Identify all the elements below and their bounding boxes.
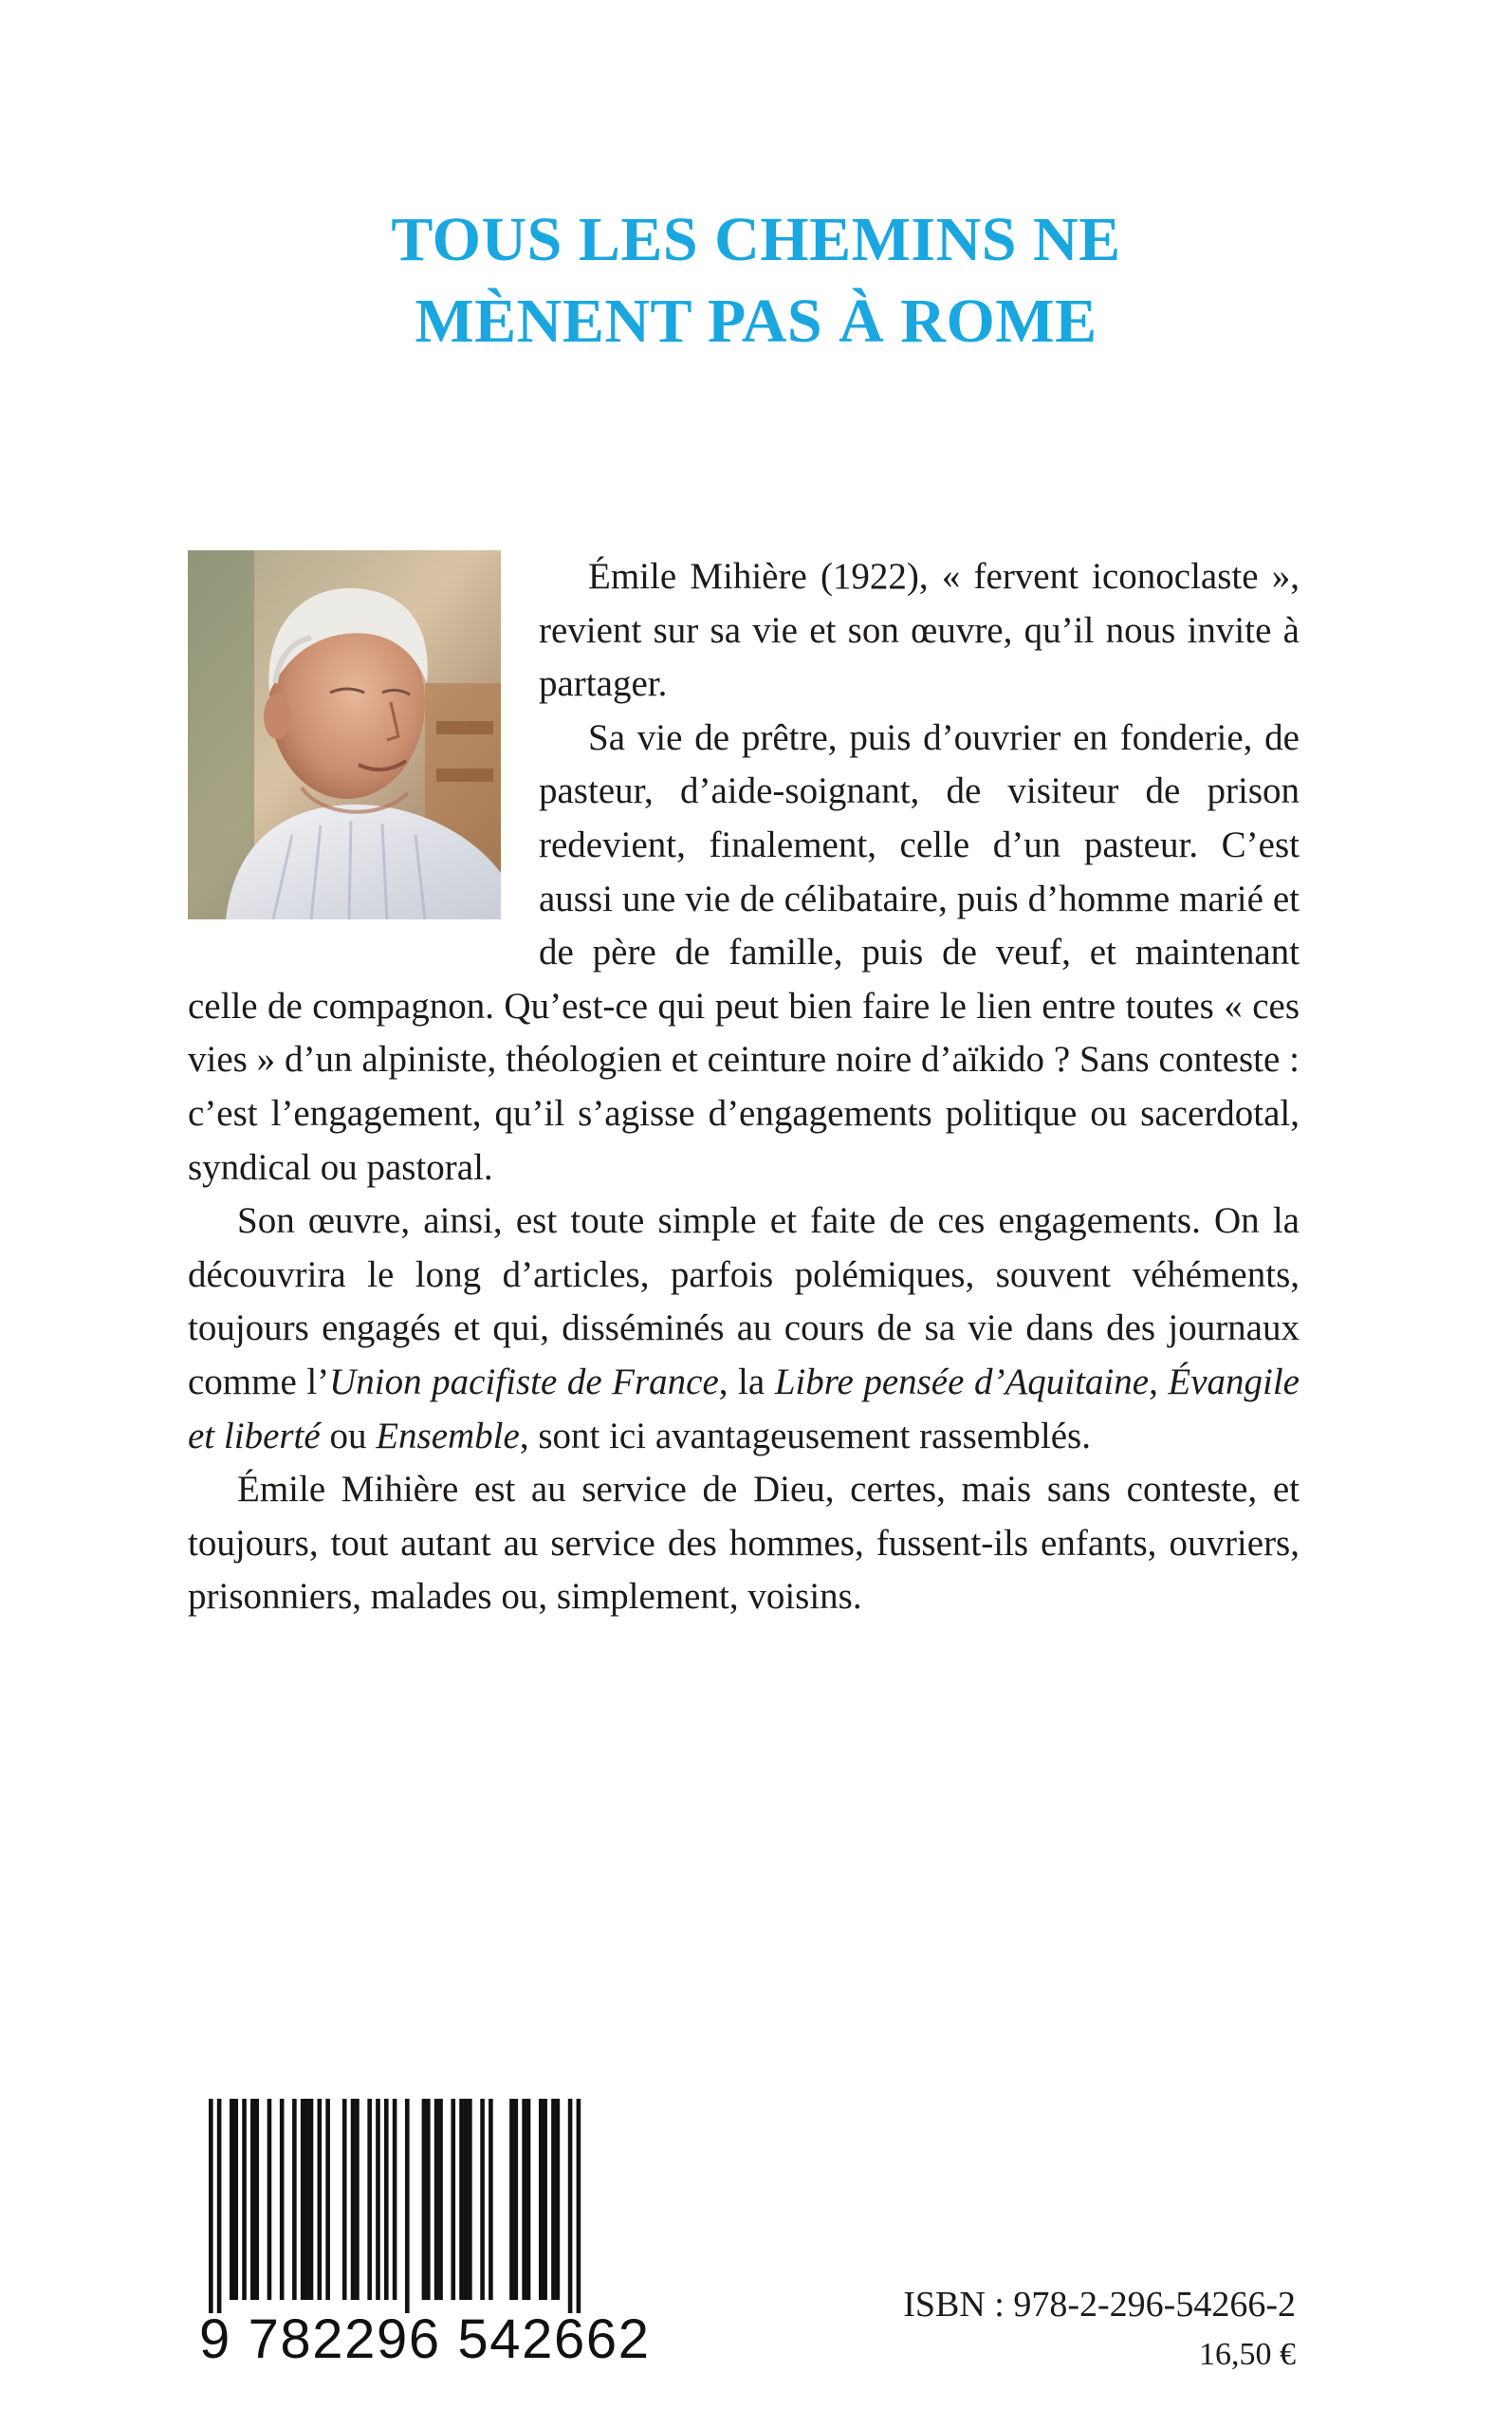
barcode-bar <box>376 2099 380 2300</box>
barcode-bar <box>209 2099 213 2313</box>
barcode-bar <box>480 2099 485 2300</box>
barcode-bar <box>434 2099 439 2300</box>
blurb-paragraph-3 <box>188 1195 1300 1463</box>
blurb-p3-text-e: , sont ici avantageusement rassemblés. <box>519 1415 1091 1456</box>
barcode-bar <box>438 2099 443 2300</box>
barcode-bar <box>351 2099 356 2300</box>
barcode-bar <box>422 2099 427 2300</box>
isbn-barcode <box>199 2099 651 2374</box>
barcode-bar <box>318 2099 323 2300</box>
journal-title-evangile-liberte: Évangile et liberté <box>188 1361 1300 1456</box>
barcode-bar <box>342 2099 347 2300</box>
barcode-bar <box>217 2099 222 2313</box>
barcode-bar <box>309 2099 314 2300</box>
price-label: 16,50 € <box>1199 2337 1296 2372</box>
journal-title-ensemble: Ensemble <box>376 1415 520 1456</box>
book-title <box>0 199 1512 362</box>
barcode-bar <box>426 2099 431 2300</box>
barcode-bar <box>355 2099 360 2300</box>
barcode-bar <box>304 2099 309 2300</box>
barcode-bar <box>522 2099 526 2300</box>
blurb-p3-text-a: Son œuvre, ainsi, est toute simple et faite de ces engagements. On la découvrira le long d’articles, parfois polémiques, souvent véhéments, toujours engagés et qui, disséminés au cours de sa vie dans des journaux comme l’ <box>188 1200 1300 1402</box>
barcode-bar <box>464 2099 469 2300</box>
blurb-p3-text-d: ou <box>320 1415 377 1456</box>
barcode-bar <box>367 2099 372 2300</box>
barcode-bar <box>526 2099 531 2300</box>
barcode-bar <box>250 2099 255 2300</box>
blurb-p3-text-b: , la <box>718 1361 775 1402</box>
portrait-wrap-spacer <box>188 550 501 919</box>
barcode-bar <box>405 2099 410 2313</box>
barcode-bar <box>509 2099 514 2300</box>
barcode-bar <box>242 2099 247 2300</box>
barcode-bar <box>551 2099 556 2300</box>
barcode-bar <box>459 2099 464 2300</box>
barcode-bar <box>292 2099 297 2300</box>
isbn-number: ISBN : 978-2-296-54266-2 <box>903 2285 1296 2325</box>
journal-title-union-pacifiste: Union pacifiste de France <box>329 1361 719 1402</box>
barcode-bar <box>267 2099 272 2300</box>
barcode-bar <box>543 2099 547 2300</box>
journal-title-libre-pensee: Libre pensée d’Aquitaine <box>774 1361 1150 1402</box>
barcode-bar <box>451 2099 455 2300</box>
barcode-bar <box>280 2099 285 2300</box>
blurb-paragraph-1: Émile Mihière (1922), « fervent iconoclaste », revient sur sa vie et son œuvre, qu’il nous invite à partager. <box>539 556 1300 705</box>
blurb-paragraph-4: Émile Mihière est au service de Dieu, certes, mais sans conteste, et toujours, tout autant au service des hommes, fussent-ils enfants, ouvriers, prisonniers, malades ou, simplement, voisins. <box>188 1469 1300 1618</box>
barcode-bars <box>199 2099 590 2313</box>
barcode-bar <box>233 2099 238 2300</box>
barcode-bar <box>568 2099 573 2313</box>
back-cover-blurb <box>188 550 1300 1624</box>
barcode-bar <box>325 2099 330 2300</box>
barcode-bar <box>384 2099 389 2300</box>
barcode-bar <box>539 2099 544 2300</box>
barcode-bar <box>514 2099 519 2300</box>
barcode-bar <box>468 2099 472 2300</box>
book-title-line-2: MÈNENT PAS À ROME <box>415 287 1097 356</box>
blurb-p3-text-c: , <box>1149 1361 1169 1402</box>
barcode-bar <box>577 2099 581 2313</box>
barcode-bar <box>489 2099 493 2300</box>
barcode-bar <box>230 2099 234 2300</box>
barcode-bar <box>301 2099 305 2300</box>
book-title-line-1: TOUS LES CHEMINS NE <box>391 205 1121 274</box>
barcode-bar <box>393 2099 397 2300</box>
barcode-bar <box>254 2099 259 2300</box>
barcode-bar <box>556 2099 561 2300</box>
blurb-paragraph-2: Sa vie de prêtre, puis d’ouvrier en fonderie, de pasteur, d’aide-soignant, de visiteur de prison redevient, finalement, celle d’un pasteur. C’est aussi une vie de célibataire, puis d’homme marié et de père de famille, puis de veuf, et maintenant celle de compagnon. Qu’est-ce qui peut bien faire le lien entre toutes « ces vies » d’un alpiniste, théologien et ceinture noire d’aïkido ? Sans conteste : c’est l’engagement, qu’il s’agisse d’engagements politique ou sacerdotal, syndical ou pastoral. <box>188 716 1300 1188</box>
barcode-digits: 9 782296 542662 <box>199 2308 651 2370</box>
